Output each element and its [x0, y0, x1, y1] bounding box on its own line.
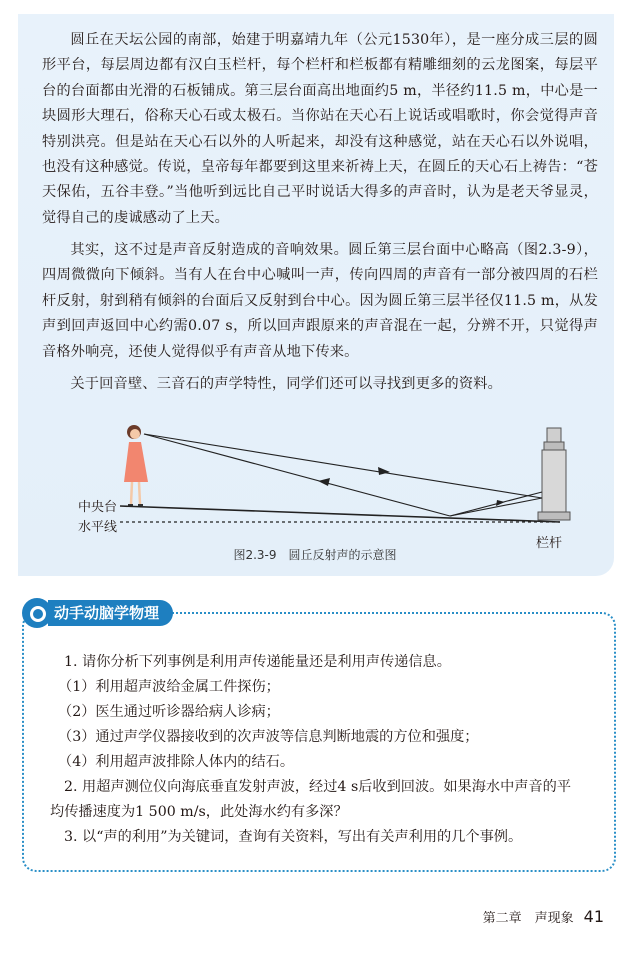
reading-paragraph-1: 圆丘在天坛公园的南部，始建于明嘉靖九年（公元1530年），是一座分成三层的圆形平台，每层周边都有汉白玉栏杆，每个栏杆和栏板都有精雕细刻的云龙图案，每层平台的台面都由光滑的石板铺成。第三层台面高出地面约5 m，半径约11.5 m，中心是一块圆形大理石，俗称天心石或太极石。当你站在天心石上说话或唱歌时，你会觉得声音特别洪亮。但是站在天心石以外的人听起来，却没有这种感觉，站在天心石以外说唱，也没有这种感觉。传说，皇帝每年都要到这里来祈祷上天，在圆丘的天心石上祷告：“苍天保佑，五谷丰登。”当他听到远比自己平时说话大得多的声音时，认为是老天爷显灵，觉得自己的虔诚感动了上天。: [42, 32, 598, 226]
label-railing: 栏杆: [536, 536, 563, 551]
label-platform: 中央台: [78, 500, 118, 515]
question-1: 1. 请你分析下列事例是利用声传递能量还是利用声传递信息。: [64, 654, 451, 670]
question-1-item-3: （3）通过声学仪器接收到的次声波等信息判断地震的方位和强度；: [58, 729, 479, 745]
figure-caption: 图2.3-9 圆丘反射声的示意图: [233, 548, 397, 562]
sound-rays: [144, 434, 542, 516]
activity-badge: [22, 598, 173, 628]
ray-arrows: [318, 467, 505, 506]
label-horizontal-line: 水平线: [78, 520, 118, 535]
activity-title: 动手动脑学物理: [48, 600, 173, 626]
reading-paragraph-2: 其实，这不过是声音反射造成的音响效果。圆丘第三层台面中心略高（图2.3-9），四周微微向下倾斜。当有人在台中心喊叫一声，传向四周的声音有一部分被四周的石栏杆反射，射到稍有倾斜的台面后又反射到台中心。因为圆丘第三层半径仅11.5 m，从发声到回声返回中心约需0.07 s，所以回声跟原来的声音混在一起，分辨不开，只觉得声音格外响亮，还使人觉得似乎有声音从地下传来。: [42, 242, 598, 360]
chapter-label: 第二章 声现象: [482, 911, 574, 926]
page-footer: [483, 907, 604, 926]
question-1-item-1: （1）利用超声波给金属工件探伤；: [58, 679, 280, 695]
reading-paragraph-3: 关于回音壁、三音石的声学特性，同学们还可以寻找到更多的资料。: [70, 376, 503, 392]
magnifier-icon: [22, 598, 52, 628]
question-2-line-2: 均传播速度为1 500 m/s，此处海水约有多深？: [50, 804, 348, 820]
question-2-line-1: 2. 用超声测位仪向海底垂直发射声波，经过4 s后收到回波。如果海水中声音的平: [64, 779, 572, 795]
railing-figure: [538, 428, 570, 520]
platform-surface-line: [120, 506, 560, 522]
girl-figure: [124, 425, 148, 505]
echo-diagram: [60, 412, 580, 562]
question-3: 3. 以“声的利用”为关键词，查询有关资料，写出有关声利用的几个事例。: [64, 829, 523, 845]
page-number: 41: [583, 907, 604, 926]
question-1-item-2: （2）医生通过听诊器给病人诊病；: [58, 704, 280, 720]
question-1-item-4: （4）利用超声波排除人体内的结石。: [58, 754, 295, 770]
